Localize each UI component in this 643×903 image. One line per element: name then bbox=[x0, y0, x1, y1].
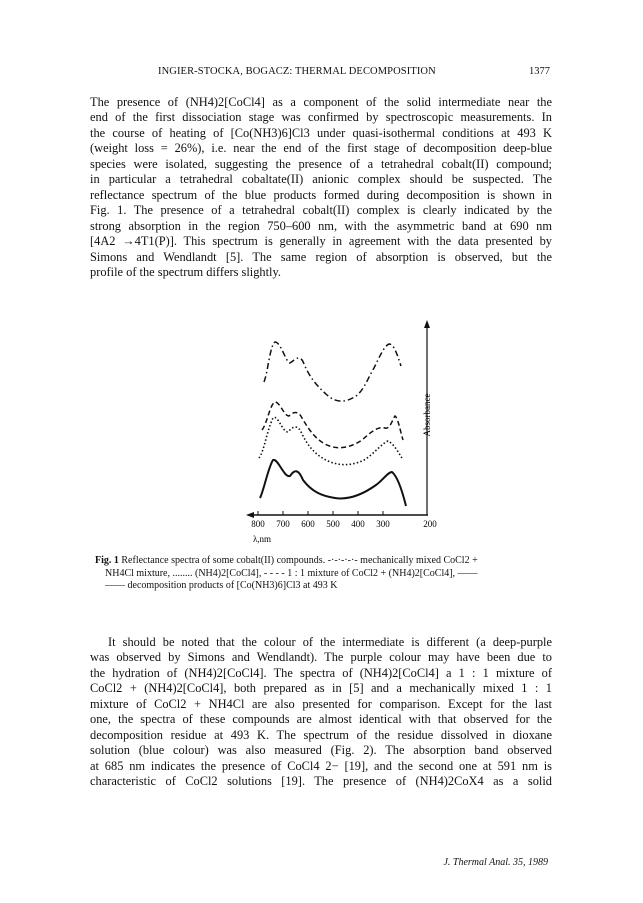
text-line: strong absorption in the region 750–600 nm, with the asymmetric band at 690 nm bbox=[90, 218, 552, 233]
journal-footer: J. Thermal Anal. 35, 1989 bbox=[443, 857, 548, 868]
x-tick-label: 800 bbox=[251, 519, 265, 529]
text-line: profile of the spectrum differs slightly. bbox=[90, 264, 281, 279]
text-line: (weight loss = 26%), i.e. near the end of the first stage of decomposition deep-blue bbox=[90, 141, 552, 156]
text-line: solution (blue colour) was also measured (Fig. 2). The absorption band observed bbox=[90, 743, 552, 758]
text-line: reflectance spectrum of the blue products formed during decomposition is shown in bbox=[90, 187, 552, 202]
page-number: 1377 bbox=[529, 66, 550, 77]
x-tick-label: 300 bbox=[376, 519, 390, 529]
text-line: CoCl2 + (NH4)2[CoCl4], both prepared as in [5] and a mechanically mixed 1 : 1 bbox=[90, 681, 552, 696]
x-tick-label: 500 bbox=[326, 519, 340, 529]
text-line: Simons and Wendlandt [5]. The same region of absorption is observed, but the bbox=[90, 249, 552, 264]
x-axis-arrow bbox=[246, 512, 254, 518]
text-line: Fig. 1. The presence of a tetrahedral cobalt(II) complex is clearly indicated by the bbox=[90, 203, 552, 218]
text-line: It should be noted that the colour of the intermediate is different (a deep-purple bbox=[108, 635, 552, 649]
running-title: INGIER-STOCKA, BOGACZ: THERMAL DECOMPOSITION bbox=[158, 66, 436, 77]
x-tick-label: 700 bbox=[276, 519, 290, 529]
figure-label: Fig. 1 bbox=[95, 555, 119, 566]
x-tick-label: 200 bbox=[423, 519, 437, 529]
curve-mechanically-mixed-cocl2-nh4cl bbox=[264, 342, 401, 401]
x-tick-label: 600 bbox=[301, 519, 315, 529]
caption-text: Reflectance spectra of some cobalt(II) compounds. -·-·-·-·- mechanically mixed CoCl2 + bbox=[121, 555, 478, 566]
x-tick-labels bbox=[251, 519, 437, 529]
text-line: the course of heating of [Co(NH3)6]Cl3 under quasi-isothermal conditions at 493 K bbox=[90, 125, 552, 140]
caption-line: NH4Cl mixture, ........ (NH4)2[CoCl4], - - - - 1 : 1 mixture of CoCl2 + (NH4)2[CoCl4], —— bbox=[105, 567, 478, 579]
figure-caption bbox=[95, 555, 549, 593]
curve-1to1-mixture bbox=[262, 402, 403, 448]
text-line: The presence of (NH4)2[CoCl4] as a component of the solid intermediate near the bbox=[90, 95, 552, 109]
figure-1-spectra bbox=[240, 320, 450, 550]
spectra-plot bbox=[240, 320, 450, 550]
curve-decomposition-products bbox=[260, 460, 406, 506]
text-line: one, the spectra of these compounds are almost identical with that observed for the bbox=[90, 712, 552, 727]
curve-nh4-2-cocl4 bbox=[259, 417, 402, 464]
text-line: end of the first dissociation stage was confirmed by spectroscopic measurements. In bbox=[90, 110, 552, 125]
text-line: decomposition residue at 493 K. The spectrum of the residue dissolved in dioxane bbox=[90, 727, 552, 742]
running-header bbox=[90, 66, 560, 82]
y-axis-label: Absorbance bbox=[422, 393, 432, 437]
caption-line: —— decomposition products of [Co(NH3)6]Cl3 at 493 K bbox=[105, 580, 338, 592]
text-line: in particular a tetrahedral cobaltate(II) anionic complex should be suspected. The bbox=[90, 172, 552, 187]
x-tick-label: 400 bbox=[351, 519, 365, 529]
paragraph-discussion bbox=[90, 635, 552, 790]
text-line: was observed by Simons and Wendlandt). The purple colour may have been due to bbox=[90, 650, 552, 665]
caption-line bbox=[95, 555, 549, 568]
x-axis-unit: λ,nm bbox=[252, 534, 272, 544]
text-line: at 685 nm indicates the presence of CoCl4 2− [19], and the second one at 591 nm is bbox=[90, 758, 552, 773]
text-line: species were isolated, suggesting the presence of a tetrahedral cobalt(II) compound; bbox=[90, 156, 552, 171]
text-line: mixture of CoCl2 + NH4Cl are also presented for comparison. Except for the last bbox=[90, 696, 552, 711]
paragraph-intro bbox=[90, 95, 552, 280]
text-line: the hydration of (NH4)2[CoCl4]. The spectra of (NH4)2[CoCl4] a 1 : 1 mixture of bbox=[90, 665, 552, 680]
y-axis-arrow bbox=[424, 320, 430, 328]
text-line: characteristic of CoCl2 solutions [19]. The presence of (NH4)2CoX4 as a solid bbox=[90, 774, 552, 789]
text-line: [4A2 →4T1(P)]. This spectrum is generally in agreement with the data presented by bbox=[90, 234, 552, 249]
